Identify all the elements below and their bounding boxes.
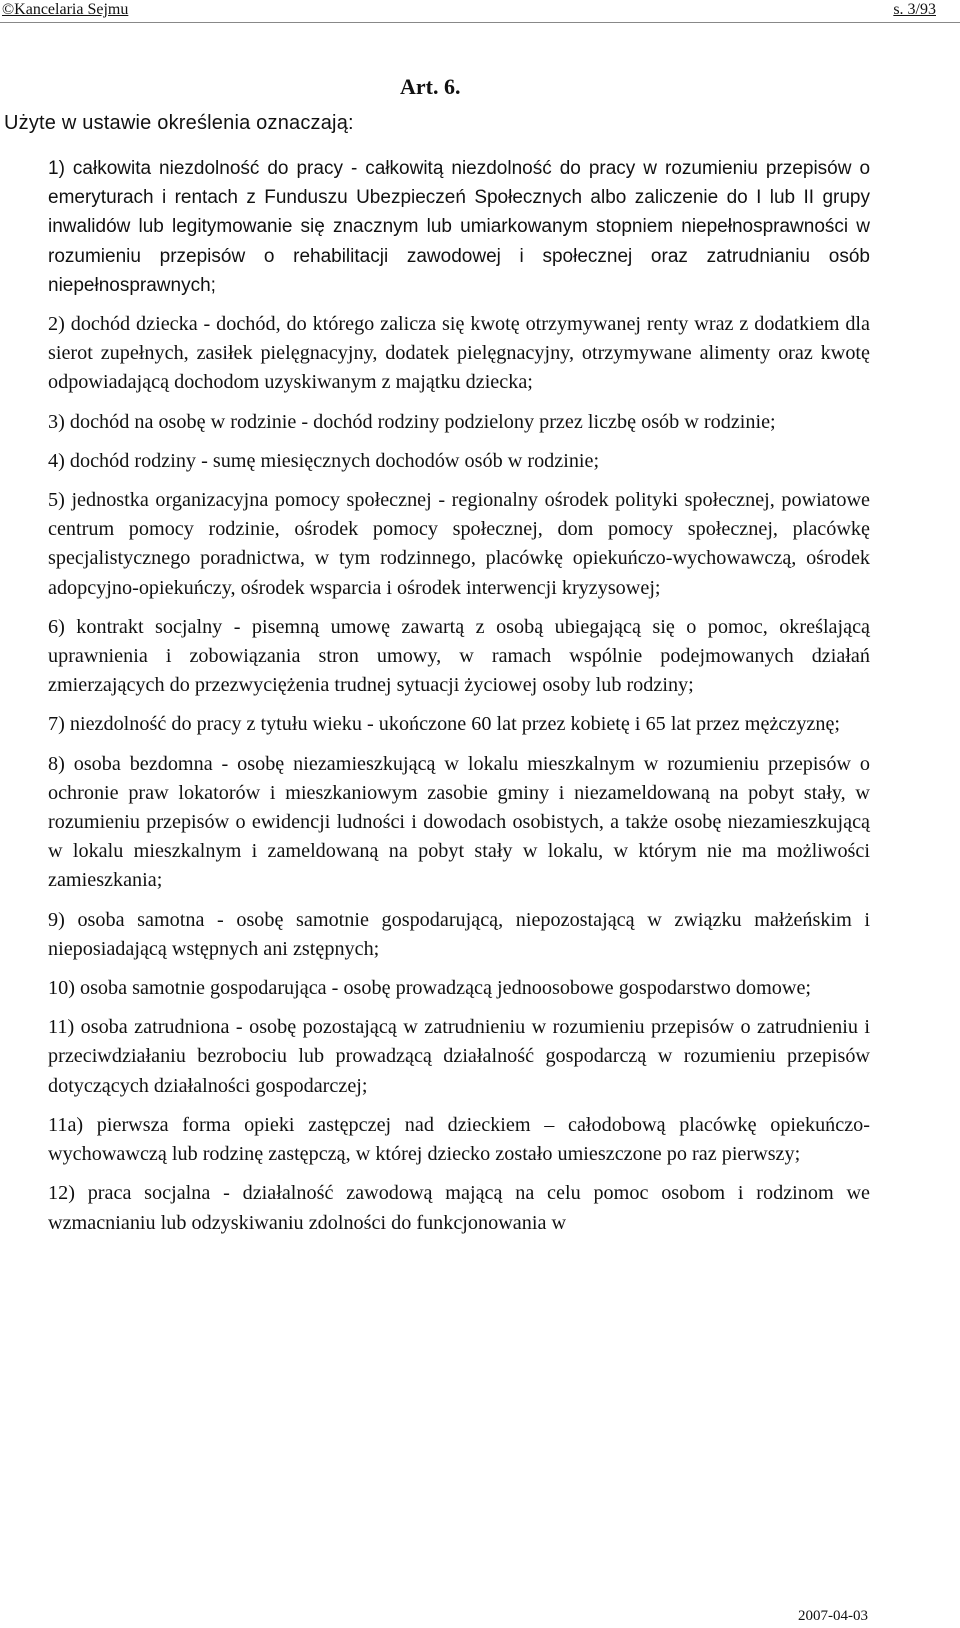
definition-text: osoba bezdomna - osobę niezamieszkującą w lokalu mieszkalnym w rozumieniu przepisów o ochronie praw lokatorów i mieszkaniowym zasobie gminy i niezameldowaną na pobyt stały, w rozumieniu przepisów o ewidencji ludności i dowodach osobistych, a także osobę niezamieszkującą w lokalu mieszkalnym i zameldowaną na pobyt stały w lokalu, w którym nie ma możliwości zamieszkania; [48,752,870,892]
article-title: Art. 6. [400,74,461,99]
definition-number: 7) [48,713,65,736]
page-number-link[interactable]: s. 3/93 [893,1,936,18]
definition-number: 12) [48,1182,75,1205]
definition-item [48,710,870,739]
definition-item [48,486,870,603]
definition-text: dochód dziecka - dochód, do którego zalicza się kwotę otrzymywanej renty wraz z dodatkiem dla sierot zupełnych, zasiłek pielęgnacyjny, dodatek pielęgnacyjny, otrzymywane alimenty oraz kwotę odpowiadającą dochodom uzyskiwanym z majątku dziecka; [48,313,870,394]
definition-item [48,750,870,896]
definition-text: osoba zatrudniona - osobę pozostającą w zatrudnieniu w rozumieniu przepisów o zatrudnieniu i przeciwdziałaniu bezrobociu lub prowadzącą działalność gospodarczą w rozumieniu przepisów dotyczących działalności gospodarczej; [48,1016,870,1097]
definition-text: kontrakt socjalny - pisemną umowę zawartą z osobą ubiegającą się o pomoc, określającą uprawnienia i zobowiązania stron umowy, w ramach wspólnie podejmowanych działań zmierzających do przezwyciężenia trudnej sytuacji życiowej osoby lub rodziny; [48,615,870,697]
definition-item [48,447,870,476]
definition-text: całkowita niezdolność do pracy - całkowitą niezdolność do pracy w rozumieniu przepisów o emeryturach i rentach z Funduszu Ubezpieczeń Społecznych albo zaliczenie do I lub II grupy inwalidów lub legitymowanie się znacznym lub umiarkowanym stopniem niepełnosprawności w rozumieniu przepisów o rehabilitacji zawodowej i społecznej oraz zatrudnianiu osób niepełnosprawnych; [48,158,871,296]
definition-item [48,408,870,437]
definition-number: 6) [48,615,65,638]
definition-number: 5) [48,489,65,512]
definition-text: praca socjalna - działalność zawodową mającą na celu pomoc osobom i rodzinom we wzmacnianiu lub odzyskiwaniu zdolności do funkcjonowania w [48,1182,870,1234]
definition-text: osoba samotnie gospodarująca - osobę prowadzącą jednoosobowe gospodarstwo domowe; [79,977,812,1000]
definition-item [48,1013,870,1101]
definition-text: osoba samotna - osobę samotnie gospodarującą, niepozostającą w związku małżeńskim i nieposiadającą wstępnych ani zstępnych; [48,908,870,960]
definition-number: 3) [48,410,65,433]
definition-number: 11a) [48,1113,84,1136]
definition-number: 1) [48,158,65,179]
definition-item [48,974,870,1003]
definition-item [48,906,870,964]
definition-item [48,310,870,398]
article-intro: Użyte w ustawie określenia oznaczają: [4,112,354,134]
definition-number: 4) [48,449,65,472]
definition-number: 9) [48,908,65,931]
definition-text: dochód na osobę w rodzinie - dochód rodziny podzielony przez liczbę osób w rodzinie; [69,410,776,433]
document-date: 2007-04-03 [798,1608,868,1624]
definition-text: niezdolność do pracy z tytułu wieku - ukończone 60 lat przez kobietę i 65 lat przez mężczyznę; [69,713,841,736]
definition-text: pierwsza forma opieki zastępczej nad dzieckiem – całodobową placówkę opiekuńczo-wychowawczą lub rodzinę zastępczą, w której dziecko zostało umieszczone po raz pierwszy; [48,1113,870,1166]
definition-item [48,613,870,701]
source-link[interactable]: ©Kancelaria Sejmu [2,1,129,18]
definition-item [48,154,870,300]
definition-number: 11) [48,1016,75,1039]
definition-text: dochód rodziny - sumę miesięcznych dochodów osób w rodzinie; [69,449,600,472]
page-header [0,0,960,23]
definition-item [48,1179,870,1237]
definition-number: 8) [48,752,65,775]
definitions-list [48,154,870,1248]
definition-item [48,1111,870,1169]
definition-number: 10) [48,977,75,1000]
definition-text: jednostka organizacyjna pomocy społecznej - regionalny ośrodek polityki społecznej, powiatowe centrum pomocy rodzinie, ośrodek pomocy społecznej, dom pomocy społecznej, placówkę specjalistycznego poradnictwa, w tym rodzinnego, placówkę opiekuńczo-wychowawczą, ośrodek adopcyjno-opiekuńczy, ośrodek wsparcia i ośrodek interwencji kryzysowej; [48,489,871,599]
definition-number: 2) [48,313,65,336]
